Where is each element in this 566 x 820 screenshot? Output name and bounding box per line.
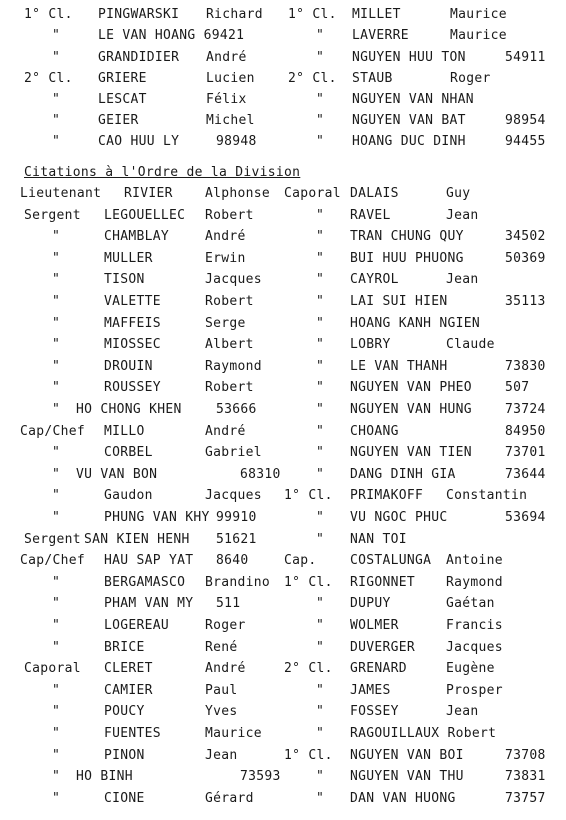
roster-line	[0, 68, 566, 89]
detail-right: Gaétan	[446, 596, 495, 612]
rank-right: "	[316, 618, 325, 633]
name-right: NGUYEN VAN PHEO	[350, 380, 472, 396]
name-left: TISON	[104, 272, 145, 288]
rank-left: "	[52, 510, 61, 525]
detail-left: 73593	[240, 769, 281, 785]
citation-row	[0, 248, 566, 269]
rank-left: "	[52, 92, 61, 107]
rank-right: "	[316, 315, 325, 331]
name-right: BUI HUU PHUONG	[350, 250, 464, 266]
rank-right: "	[316, 704, 325, 720]
name-left: HO BINH	[76, 769, 133, 785]
detail-left: Félix	[206, 92, 247, 107]
rank-right: "	[316, 358, 325, 374]
citation-row	[0, 421, 566, 442]
name-left: POUCY	[104, 704, 145, 720]
name-right: GRENARD	[350, 661, 407, 677]
rank-left: "	[52, 747, 61, 763]
detail-left: Maurice	[205, 726, 262, 741]
name-left: CORBEL	[104, 445, 153, 461]
name-right: WOLMER	[350, 618, 399, 633]
detail-left: René	[205, 639, 238, 655]
rank-left: "	[52, 337, 61, 353]
citation-row	[0, 593, 566, 614]
name-right: MILLET	[352, 7, 401, 22]
rank-left: "	[52, 294, 61, 309]
detail-left: Jacques	[205, 272, 262, 288]
rank-left: "	[52, 769, 61, 785]
citation-row	[0, 226, 566, 247]
name-right: DUPUY	[350, 596, 391, 612]
detail-left: André	[206, 50, 247, 65]
rank-left: Sergent	[24, 207, 81, 223]
name-left: DROUIN	[104, 358, 153, 374]
citation-row	[0, 788, 566, 809]
detail-left: Paul	[205, 682, 238, 698]
name-right: CAYROL	[350, 272, 399, 288]
detail-left: Robert	[205, 207, 254, 223]
detail-right: 53694	[505, 510, 546, 525]
name-left: LEGOUELLEC	[104, 207, 186, 223]
roster-line	[0, 89, 566, 110]
rank-left: "	[52, 574, 61, 590]
rank-left: Caporal	[24, 661, 81, 677]
roster-line	[0, 4, 566, 25]
rank-right: "	[316, 510, 325, 525]
rank-left: Sergent	[24, 531, 81, 547]
name-right: TRAN CHUNG QUY	[350, 229, 464, 245]
citation-row	[0, 399, 566, 420]
rank-right: "	[316, 207, 325, 223]
roster-line	[0, 25, 566, 46]
rank-left: "	[52, 466, 61, 482]
rank-left: "	[52, 596, 61, 612]
name-left: CAMIER	[104, 682, 153, 698]
name-left: ROUSSEY	[104, 380, 161, 396]
name-left: BERGAMASCO	[104, 574, 186, 590]
name-left: FUENTES	[104, 726, 161, 741]
name-left: GRANDIDIER	[98, 50, 180, 65]
rank-right: "	[316, 445, 325, 461]
rank-right: "	[316, 769, 325, 785]
rank-right: "	[316, 423, 325, 439]
citation-row	[0, 313, 566, 334]
citation-row	[0, 766, 566, 787]
rank-left: "	[52, 618, 61, 633]
name-left: MIOSSEC	[104, 337, 161, 353]
detail-right: Antoine	[446, 553, 503, 569]
detail-left: André	[205, 423, 246, 439]
detail-right: 98954	[505, 113, 546, 128]
name-right: DALAIS	[350, 186, 399, 201]
rank-left: "	[52, 28, 61, 43]
detail-left: 53666	[216, 402, 257, 417]
name-right: VU NGOC PHUC	[350, 510, 448, 525]
name-right: HOANG KANH NGIEN	[350, 315, 481, 331]
roster-line	[0, 110, 566, 131]
name-right: LE VAN THANH	[350, 358, 448, 374]
detail-left: 68310	[240, 466, 281, 482]
detail-left: Robert	[205, 294, 254, 309]
rank-right: 1° Cl.	[284, 574, 333, 590]
name-left: CAO HUU LY	[98, 134, 180, 149]
detail-right: Maurice	[450, 28, 507, 43]
name-right: FOSSEY	[350, 704, 399, 720]
rank-left: "	[52, 250, 61, 266]
detail-left: Jean	[205, 747, 238, 763]
citation-row	[0, 507, 566, 528]
citation-row	[0, 723, 566, 744]
citation-row	[0, 334, 566, 355]
name-left: SAN KIEN HENH	[84, 531, 190, 547]
detail-left: Robert	[205, 380, 254, 396]
rank-right: "	[316, 726, 325, 741]
detail-left: Yves	[205, 704, 238, 720]
detail-left: Jacques	[205, 488, 262, 504]
rank-left: "	[52, 380, 61, 396]
detail-left: Gabriel	[205, 445, 262, 461]
rank-right: "	[316, 596, 325, 612]
citation-row	[0, 464, 566, 485]
name-right: HOANG DUC DINH	[352, 134, 466, 149]
name-left: VU VAN BON	[76, 466, 158, 482]
name-right: LAI SUI HIEN	[350, 294, 448, 309]
detail-right: Maurice	[450, 7, 507, 22]
rank-right: 1° Cl.	[288, 7, 337, 22]
rank-left: "	[52, 315, 61, 331]
rank-left: "	[52, 358, 61, 374]
name-left: PHUNG VAN KHY	[104, 510, 210, 525]
name-left: MULLER	[104, 250, 153, 266]
rank-right: "	[316, 402, 325, 417]
rank-right: "	[316, 790, 325, 806]
name-right: LAVERRE	[352, 28, 409, 43]
detail-left: 98948	[216, 134, 257, 149]
detail-right: 94455	[505, 134, 546, 149]
rank-right: Cap.	[284, 553, 317, 569]
detail-right: Jean	[446, 272, 479, 288]
detail-right: 35113	[505, 294, 546, 309]
rank-left: "	[52, 272, 61, 288]
name-left: HAU SAP YAT	[104, 553, 194, 569]
rank-left: "	[52, 704, 61, 720]
detail-right: 73724	[505, 402, 546, 417]
rank-right: 2° Cl.	[284, 661, 333, 677]
rank-right: "	[316, 250, 325, 266]
name-left: LOGEREAU	[104, 618, 170, 633]
detail-left: 8640	[216, 553, 249, 569]
name-left: CHAMBLAY	[104, 229, 170, 245]
detail-left: Richard	[206, 7, 263, 22]
citation-row	[0, 701, 566, 722]
detail-right: Claude	[446, 337, 495, 353]
detail-left: André	[205, 661, 246, 677]
rank-left: "	[52, 402, 61, 417]
rank-left: "	[52, 134, 61, 149]
rank-right: "	[316, 380, 325, 396]
name-right: CHOANG	[350, 423, 399, 439]
rank-right: "	[316, 134, 325, 149]
citation-row	[0, 637, 566, 658]
rank-right: 2° Cl.	[288, 71, 337, 86]
citation-row	[0, 269, 566, 290]
detail-right: Constantin	[446, 488, 528, 504]
rank-right: "	[316, 92, 325, 107]
name-right: RAVEL	[350, 207, 391, 223]
name-left: GRIERE	[98, 71, 147, 86]
name-right: NGUYEN VAN BAT	[352, 113, 466, 128]
detail-right: Raymond	[446, 574, 503, 590]
rank-right: "	[316, 50, 325, 65]
detail-right: Eugène	[446, 661, 495, 677]
detail-right: 73830	[505, 358, 546, 374]
rank-left: "	[52, 488, 61, 504]
rank-right: "	[316, 113, 325, 128]
name-left: RIVIER	[124, 186, 173, 201]
detail-left: Gérard	[205, 790, 254, 806]
name-right: DAN VAN HUONG	[350, 790, 456, 806]
name-left: LESCAT	[98, 92, 147, 107]
rank-left: Cap/Chef	[20, 553, 86, 569]
name-left: Gaudon	[104, 488, 153, 504]
name-right: NGUYEN VAN TIEN	[350, 445, 472, 461]
detail-right: Roger	[450, 71, 491, 86]
detail-right: 50369	[505, 250, 546, 266]
name-right: NGUYEN HUU TON	[352, 50, 466, 65]
detail-right: 34502	[505, 229, 546, 245]
detail-right: Jean	[446, 704, 479, 720]
section-heading: Citations à l'Ordre de la Division	[24, 165, 301, 180]
name-right: RAGOUILLAUX Robert	[350, 726, 497, 741]
roster-line	[0, 131, 566, 152]
name-left: BRICE	[104, 639, 145, 655]
rank-left: "	[52, 445, 61, 461]
citation-row	[0, 550, 566, 571]
rank-left: "	[52, 50, 61, 65]
rank-right: "	[316, 337, 325, 353]
detail-right: 73831	[505, 769, 546, 785]
citation-row	[0, 442, 566, 463]
citation-row	[0, 615, 566, 636]
citation-row	[0, 205, 566, 226]
citation-row	[0, 291, 566, 312]
rank-left: 2° Cl.	[24, 71, 73, 86]
name-right: JAMES	[350, 682, 391, 698]
name-right: COSTALUNGA	[350, 553, 432, 569]
citation-row	[0, 485, 566, 506]
name-left: LE VAN HOANG 69421	[98, 28, 245, 43]
name-right: PRIMAKOFF	[350, 488, 424, 504]
name-right: DUVERGER	[350, 639, 416, 655]
name-right: NGUYEN VAN NHAN	[352, 92, 474, 107]
citation-row	[0, 680, 566, 701]
rank-left: 1° Cl.	[24, 7, 73, 22]
rank-right: "	[316, 294, 325, 309]
detail-left: Erwin	[205, 250, 246, 266]
citation-row	[0, 377, 566, 398]
detail-left: Brandino	[205, 574, 271, 590]
detail-left: Albert	[205, 337, 254, 353]
name-left: VALETTE	[104, 294, 161, 309]
rank-right: "	[316, 466, 325, 482]
detail-right: 507	[505, 380, 530, 396]
detail-right: Prosper	[446, 682, 503, 698]
name-right: DANG DINH GIA	[350, 466, 456, 482]
detail-right: 73708	[505, 747, 546, 763]
citation-row	[0, 572, 566, 593]
citation-row	[0, 183, 566, 204]
detail-left: André	[205, 229, 246, 245]
detail-left: Michel	[206, 113, 255, 128]
name-right: NGUYEN VAN THU	[350, 769, 464, 785]
rank-left: "	[52, 790, 61, 806]
name-left: PINON	[104, 747, 145, 763]
rank-left: "	[52, 639, 61, 655]
citation-row	[0, 356, 566, 377]
detail-left: Lucien	[206, 71, 255, 86]
rank-right: 1° Cl.	[284, 747, 333, 763]
rank-right: "	[316, 531, 325, 547]
rank-right: "	[316, 639, 325, 655]
detail-right: Jacques	[446, 639, 503, 655]
detail-left: 99910	[216, 510, 257, 525]
detail-right: 73701	[505, 445, 546, 461]
name-left: MILLO	[104, 423, 145, 439]
name-left: CLERET	[104, 661, 153, 677]
rank-left: "	[52, 682, 61, 698]
detail-left: Serge	[205, 315, 246, 331]
rank-left: "	[52, 726, 61, 741]
detail-right: Guy	[446, 186, 471, 201]
name-left: CIONE	[104, 790, 145, 806]
rank-left: "	[52, 229, 61, 245]
detail-right: Jean	[446, 207, 479, 223]
rank-right: "	[316, 682, 325, 698]
name-left: MAFFEIS	[104, 315, 161, 331]
detail-left: Roger	[205, 618, 246, 633]
rank-right: "	[316, 28, 325, 43]
name-right: NGUYEN VAN HUNG	[350, 402, 472, 417]
name-left: PINGWARSKI	[98, 7, 180, 22]
rank-right: "	[316, 229, 325, 245]
roster-line	[0, 47, 566, 68]
citation-row	[0, 529, 566, 550]
detail-left: Alphonse	[205, 186, 271, 201]
name-left: PHAM VAN MY	[104, 596, 194, 612]
rank-left: Lieutenant	[20, 186, 102, 201]
rank-left: "	[52, 113, 61, 128]
detail-left: Raymond	[205, 358, 262, 374]
rank-right: Caporal	[284, 186, 341, 201]
name-right: LOBRY	[350, 337, 391, 353]
name-right: RIGONNET	[350, 574, 416, 590]
rank-left: Cap/Chef	[20, 423, 86, 439]
rank-right: "	[316, 272, 325, 288]
name-right: NGUYEN VAN BOI	[350, 747, 464, 763]
citation-row	[0, 745, 566, 766]
detail-right: 73644	[505, 466, 546, 482]
name-left: HO CHONG KHEN	[76, 402, 182, 417]
detail-right: Francis	[446, 618, 503, 633]
name-left: GEIER	[98, 113, 139, 128]
detail-right: 84950	[505, 423, 546, 439]
detail-left: 511	[216, 596, 241, 612]
detail-left: 51621	[216, 531, 257, 547]
detail-right: 73757	[505, 790, 546, 806]
rank-right: 1° Cl.	[284, 488, 333, 504]
name-right: NAN TOI	[350, 531, 407, 547]
citation-row	[0, 658, 566, 679]
detail-right: 54911	[505, 50, 546, 65]
name-right: STAUB	[352, 71, 393, 86]
